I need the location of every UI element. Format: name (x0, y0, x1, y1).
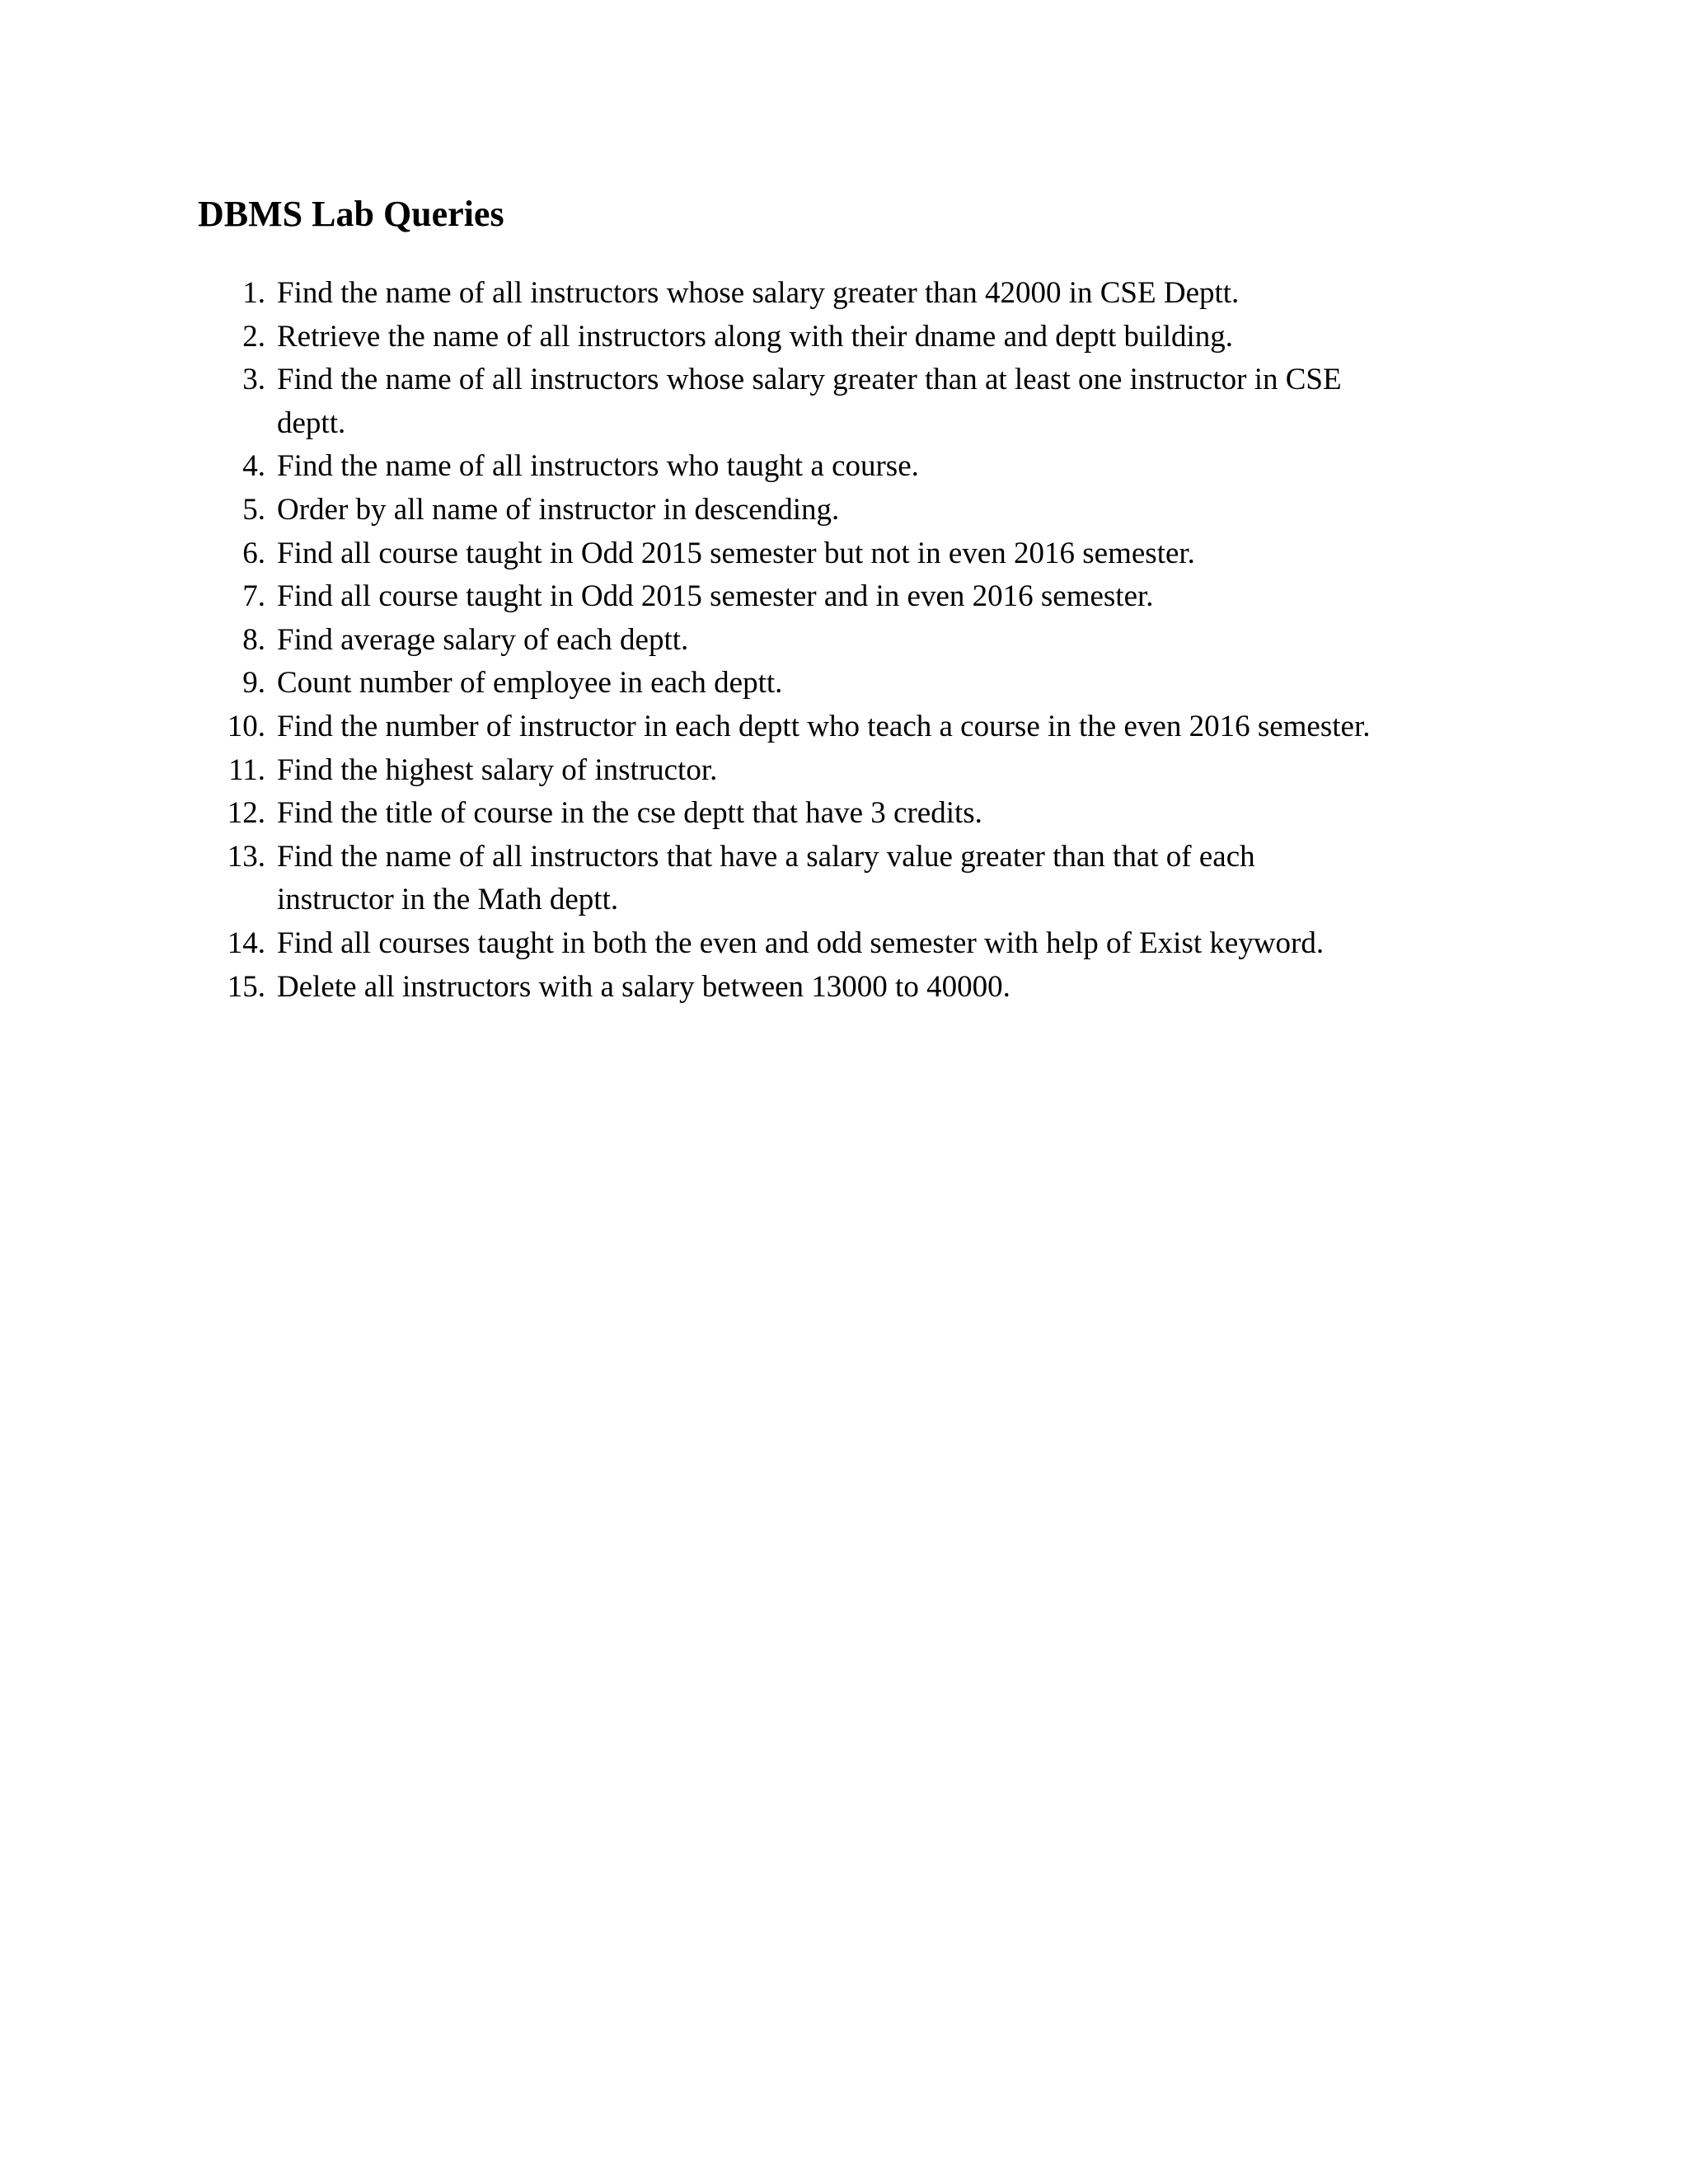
query-item (203, 749, 1489, 793)
query-item (203, 575, 1489, 619)
query-text: Find all course taught in Odd 2015 semester but not in even 2016 semester. (277, 536, 1195, 570)
query-text: Order by all name of instructor in descending. (277, 492, 840, 527)
query-text: Count number of employee in each deptt. (277, 666, 783, 701)
query-item (203, 489, 1489, 532)
query-text: Find all courses taught in both the even and odd semester with help of Exist keyword. (277, 926, 1325, 960)
query-number: 12. (227, 796, 265, 831)
query-number: 8. (242, 622, 265, 657)
query-number: 3. (242, 363, 265, 397)
query-number: 10. (227, 709, 265, 743)
query-text: Find average salary of each deptt. (277, 622, 689, 657)
query-item (203, 922, 1489, 966)
query-number: 6. (242, 536, 265, 570)
query-text: Find the name of all instructors who taught a course. (277, 449, 919, 484)
query-number: 9. (242, 666, 265, 701)
query-text: Find the title of course in the cse deptt that have 3 credits. (277, 796, 982, 831)
query-item (203, 662, 1489, 705)
query-number: 5. (242, 492, 265, 527)
query-number: 1. (242, 276, 265, 310)
query-text: Find all course taught in Odd 2015 semester and in even 2016 semester. (277, 579, 1154, 614)
query-text: Find the name of all instructors whose salary greater than 42000 in CSE Deptt. (277, 276, 1240, 310)
query-text: Find the highest salary of instructor. (277, 752, 718, 787)
query-number: 11. (228, 752, 265, 787)
query-text: Find the name of all instructors whose salary greater than at least one instructor in CSE deptt. (277, 363, 1342, 440)
query-list (203, 272, 1489, 1009)
query-item (203, 619, 1489, 663)
query-item (203, 316, 1489, 359)
document-title: DBMS Lab Queries (198, 194, 504, 234)
query-item (203, 445, 1489, 489)
query-item (203, 705, 1489, 749)
query-number: 2. (242, 319, 265, 354)
query-item (203, 532, 1489, 576)
query-text: Find the name of all instructors that have a salary value greater than that of each instructor in the Math deptt. (277, 839, 1255, 917)
query-text: Retrieve the name of all instructors along with their dname and deptt building. (277, 319, 1234, 354)
query-item (203, 966, 1489, 1010)
query-number: 14. (227, 926, 265, 960)
query-text: Find the number of instructor in each deptt who teach a course in the even 2016 semester. (277, 709, 1371, 743)
query-item (203, 792, 1489, 836)
query-item (203, 272, 1489, 316)
query-number: 13. (227, 839, 265, 874)
query-number: 4. (242, 449, 265, 484)
query-number: 7. (242, 579, 265, 614)
query-number: 15. (227, 969, 265, 1004)
query-text: Delete all instructors with a salary between 13000 to 40000. (277, 969, 1010, 1004)
query-item (203, 359, 1489, 445)
query-item (203, 836, 1489, 922)
